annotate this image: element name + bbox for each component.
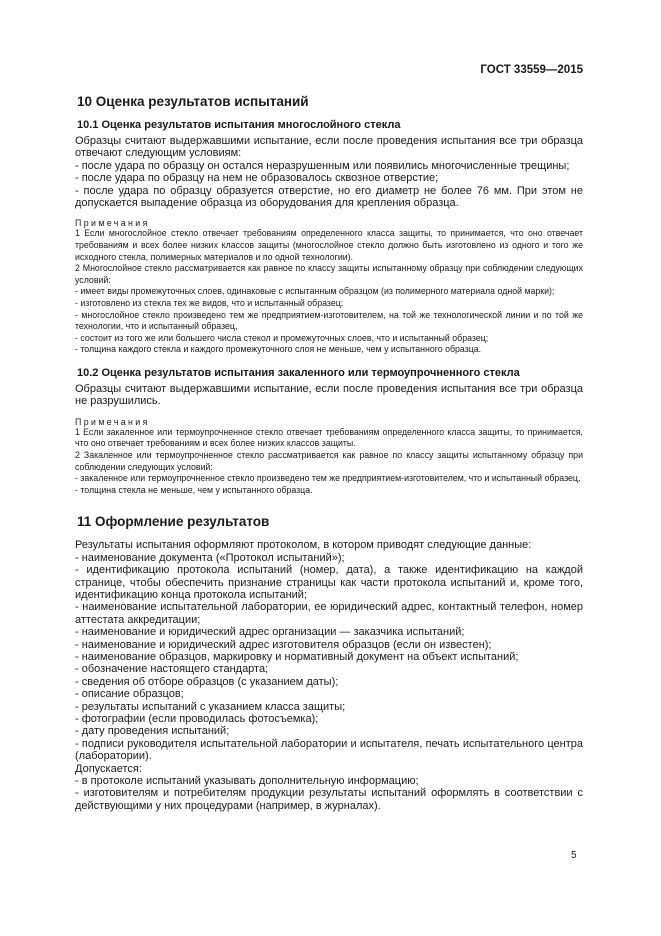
condition-item: - после удара по образцу он остался неразрушенным или появились многочисленные трещины; <box>75 159 570 172</box>
notes-title: Примечания <box>75 416 150 427</box>
list-item: - результаты испытаний с указанием класса защиты; <box>75 700 346 713</box>
result-data-list <box>75 552 583 763</box>
condition-item: - после удара по образцу на нем не образовалось сквозное отверстие; <box>75 172 439 185</box>
list-item: - обозначение настоящего стандарта; <box>75 663 269 676</box>
list-item: - фотографии (если проводилась фотосъемка); <box>75 713 319 726</box>
note-item: - закаленное или термоупрочненное стекло произведено тем же предприятием-изготовителем, что и испытанный образец, <box>75 473 581 484</box>
section-10-1-title: 10.1 Оценка результатов испытания многослойного стекла <box>77 119 401 131</box>
allowed-label: Допускается: <box>75 762 142 775</box>
note-1: 1 Если закаленное или термоупрочненное стекло отвечает требованиям определенного класса защиты, то принимается, что оно отвечает требованиям и всех более низких классов защиты. <box>75 426 583 449</box>
note-2: 2 Многослойное стекло рассматривается как равное по классу защиты испытанному образцу при соблюдении следующих условий: <box>75 263 583 285</box>
section-11-title: 11 Оформление результатов <box>77 514 270 530</box>
allowed-item: - в протоколе испытаний указывать дополнительную информацию; <box>75 775 419 788</box>
note-1: 1 Если многослойное стекло отвечает требованиям определенного класса защиты, то принимается, что оно отвечает требованиям и всех более низких классов защиты (многослойное стекло должно быть изготовлено из одного и того же исходного стекла, полимерных материалов и по одной технологии). <box>75 228 583 262</box>
section-10-2-title: 10.2 Оценка результатов испытания закаленного или термоупрочненного стекла <box>77 366 520 379</box>
note-item: - толщина стекла не меньше, чем у испытанного образца. <box>75 484 313 495</box>
allowed-item: - изготовителям и потребителям продукции результаты испытаний оформлять в соответствии с действующими у них процедурами (например, в журналах). <box>75 787 583 812</box>
note-item: - изготовлено из стекла тех же видов, что и испытанный образец; <box>75 298 344 308</box>
section-10-1-paragraph: Образцы считают выдержавшими испытание, если после проведения испытания все три образца отвечают следующим условиям: <box>75 135 583 160</box>
list-item: - подписи руководителя испытательной лаборатории и испытателя, печать испытательного центра (лаборатории). <box>75 737 583 763</box>
list-item: - сведения об отборе образцов (с указанием даты); <box>75 675 339 688</box>
section-11-paragraph: Результаты испытания оформляют протоколом, в котором приводят следующие данные: <box>75 539 532 552</box>
condition-item: - после удара по образцу образуется отверстие, но его диаметр не более 76 мм. При этом не допускается выпадение образца из оборудования для крепления образца. <box>75 184 583 210</box>
section-10-title: 10 Оценка результатов испытаний <box>77 94 309 109</box>
page-body <box>75 92 583 812</box>
list-item: - описание образцов; <box>75 688 184 701</box>
list-item: - наименование документа («Протокол испытаний»); <box>75 551 345 564</box>
notes-title: Примечания <box>75 218 150 229</box>
note-2: 2 Закаленное или термоупрочненное стекло рассматривается как равное по классу защиты испытанному образцу при соблюдении следующих условий: <box>75 449 583 472</box>
standard-code: ГОСТ 33559—2015 <box>480 64 583 76</box>
list-item: - наименование и юридический адрес организации — заказчика испытаний; <box>75 626 465 639</box>
note-item: - многослойное стекло произведено тем же предприятием-изготовителем, на той же технологической линии и по той же технологии, что и испытанный образец, <box>75 309 583 332</box>
list-item: - идентификацию протокола испытаний (номер, дата), а также идентификацию на каждой странице, чтобы обеспечить признание страницы как части протокола испытаний и, кроме того, идентификацию конца протокола испытаний; <box>75 564 583 601</box>
list-item: - наименование и юридический адрес изготовителя образцов (если он известен); <box>75 638 492 651</box>
section-10-2-paragraph: Образцы считают выдержавшими испытание, если после проведения испытания все три образца не разрушились. <box>75 382 583 408</box>
page-number: 5 <box>571 850 577 861</box>
list-item: - наименование испытательной лаборатории, ее юридический адрес, контактный телефон, номер аттестата аккредитации; <box>75 601 583 626</box>
note-item: - имеет виды промежуточных слоев, одинаковые с испытанным образцом (из полимерного материала одной марки); <box>75 286 555 297</box>
note-item: - состоит из того же или большего числа стекол и промежуточных слоев, что и испытанный образец; <box>75 332 489 343</box>
note-item: - толщина каждого стекла и каждого промежуточного слоя не меньше, чем у испытанного образца. <box>75 344 482 355</box>
list-item: - наименование образцов, маркировку и нормативный документ на объект испытаний; <box>75 651 519 663</box>
list-item: - дату проведения испытаний; <box>75 725 230 738</box>
